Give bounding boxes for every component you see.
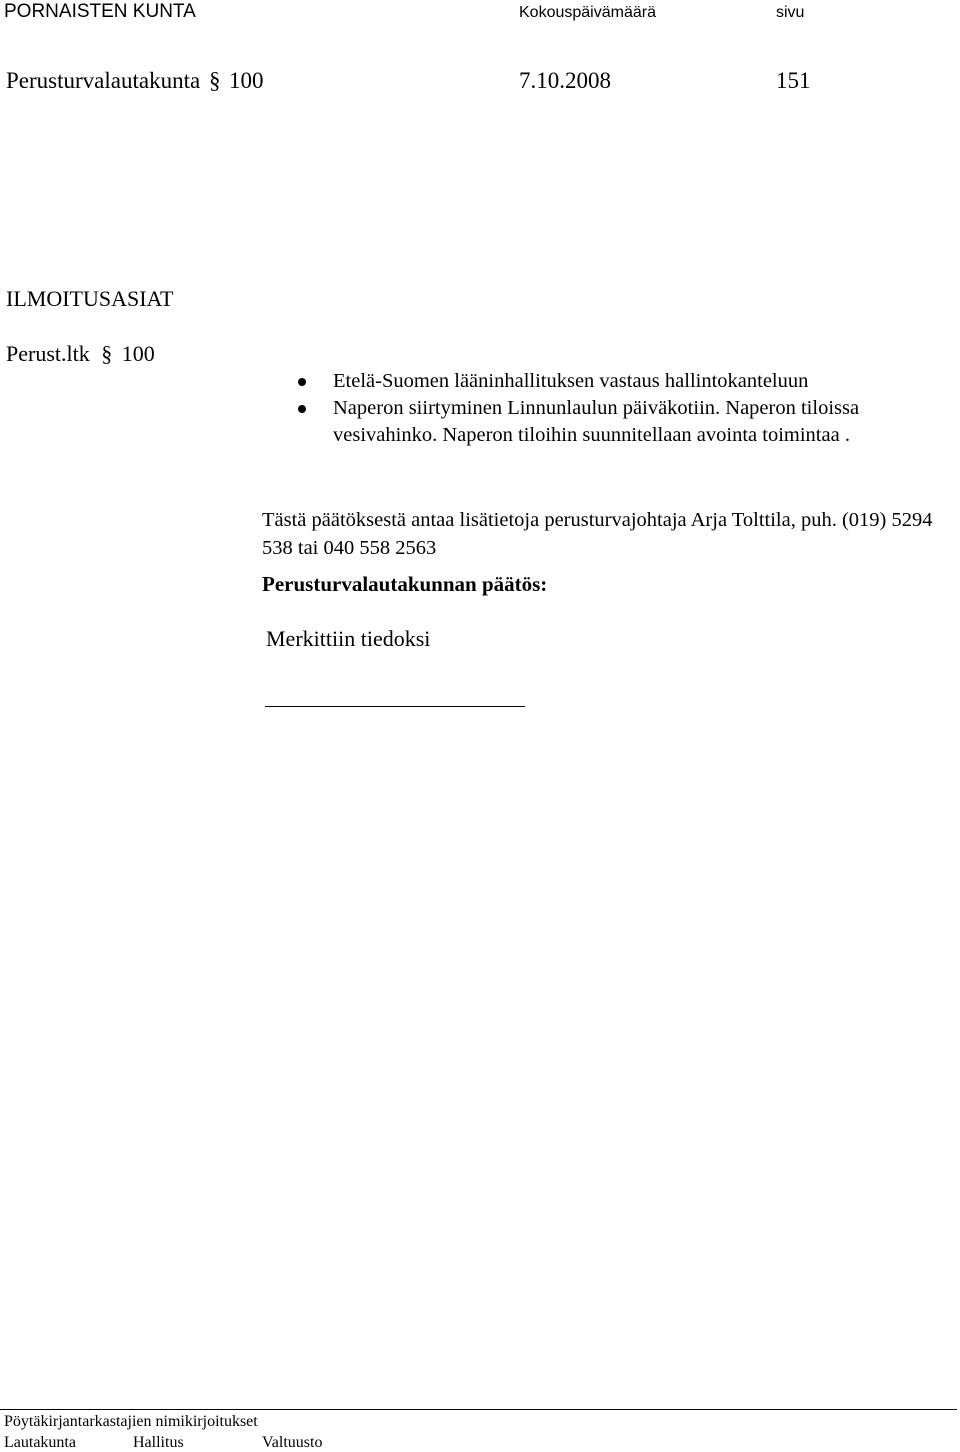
meeting-date-label: Kokouspäivämäärä (519, 4, 656, 21)
bullet-icon (298, 405, 306, 413)
signature-line (265, 706, 525, 707)
reference-number: 100 (121, 341, 155, 366)
meeting-date: 7.10.2008 (519, 68, 611, 93)
section-title: ILMOITUSASIAT (6, 286, 174, 311)
section-symbol: § (209, 68, 221, 93)
footer-column-valtuusto: Valtuusto (262, 1434, 323, 1451)
notice-list (293, 368, 953, 449)
reference-symbol: § (101, 341, 113, 366)
footer-divider (0, 1409, 957, 1410)
footer-column-hallitus: Hallitus (133, 1434, 184, 1451)
reference-text: Perust.ltk (6, 341, 90, 366)
municipality-name: PORNAISTEN KUNTA (4, 1, 196, 22)
meeting-body: Perusturvalautakunta (6, 68, 201, 93)
list-item-text: Etelä-Suomen lääninhallituksen vastaus hallintokanteluun (333, 370, 809, 392)
decision-title: Perusturvalautakunnan päätös: (262, 572, 548, 596)
footer-column-lautakunta: Lautakunta (4, 1434, 76, 1451)
bullet-icon (298, 378, 306, 386)
list-item-text: Naperon siirtyminen Linnunlaulun päiväkotiin. Naperon tiloissa vesivahinko. Naperon tiloihin suunnitellaan avointa toimintaa . (333, 397, 860, 446)
footer-signatures-label: Pöytäkirjantarkastajien nimikirjoitukset (4, 1413, 258, 1430)
page-label: sivu (776, 4, 805, 21)
info-paragraph: Tästä päätöksestä antaa lisätietoja perusturvajohtaja Arja Tolttila, puh. (019) 5294 538 tai 040 558 2563 (262, 509, 933, 559)
list-item (293, 368, 953, 395)
list-item (293, 395, 953, 449)
reference (6, 341, 155, 367)
section-number: 100 (229, 68, 264, 93)
decision-text: Merkittiin tiedoksi (266, 626, 431, 651)
page-number: 151 (776, 68, 811, 93)
